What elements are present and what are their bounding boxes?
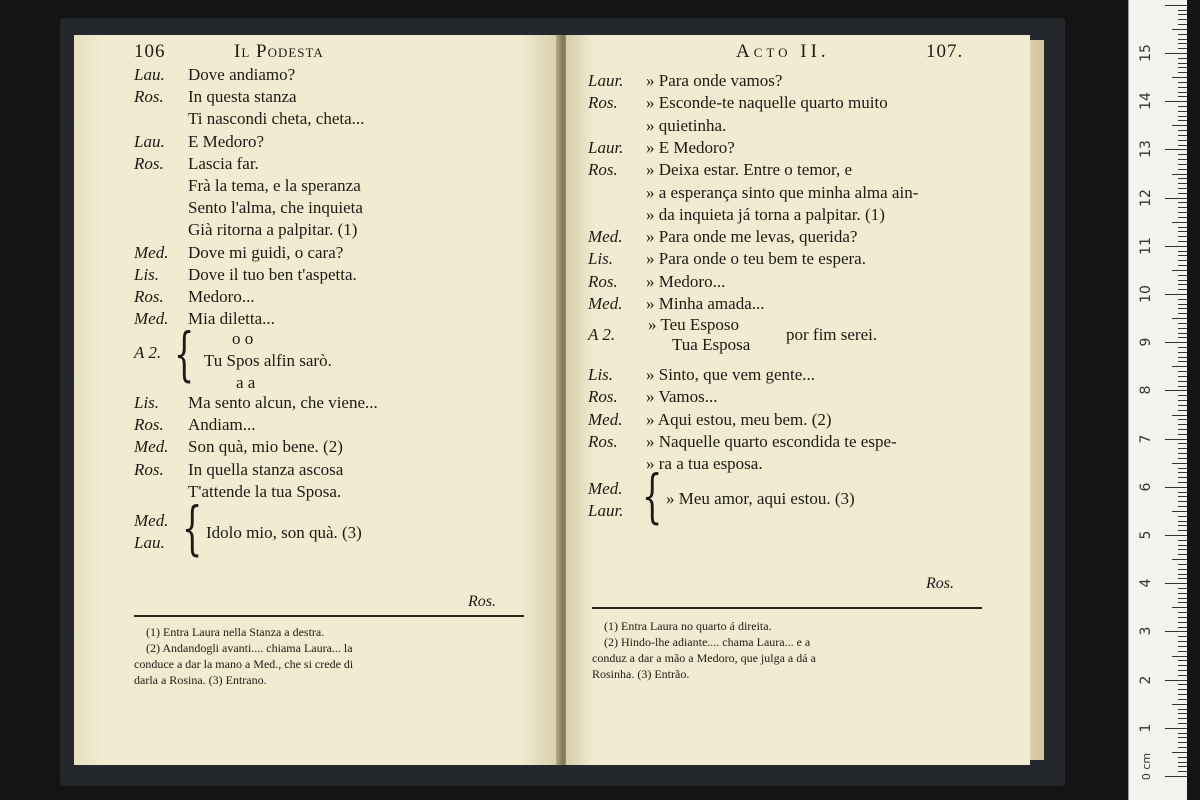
speaker-label: Lau.	[134, 131, 165, 151]
ruler-tick	[1178, 304, 1187, 305]
ruler-tick	[1178, 434, 1187, 435]
ruler-label: 6	[1138, 482, 1154, 492]
duet-top-line-right: » Teu Esposo	[648, 315, 740, 334]
ruler-tick	[1178, 178, 1187, 179]
ruler-tick	[1178, 227, 1187, 228]
footnote-line: (1) Entra Laura nella Stanza a destra.	[146, 625, 325, 639]
ruler-label: 2	[1138, 675, 1154, 685]
ruler-tick	[1178, 545, 1187, 546]
ruler-tick	[1172, 366, 1187, 367]
footnote-rule	[134, 615, 524, 617]
dialogue-line: Lascia far.	[188, 153, 259, 173]
ruler-tick	[1172, 559, 1187, 560]
ruler-tick	[1165, 246, 1187, 247]
ruler-tick	[1178, 255, 1187, 256]
ruler-tick	[1178, 699, 1187, 700]
final-brace: {	[182, 494, 203, 562]
speaker-label: Lau.	[134, 65, 165, 84]
left-page	[74, 35, 559, 765]
ruler-tick	[1178, 92, 1187, 93]
catchword-right: Ros.	[926, 575, 954, 592]
ruler-tick	[1178, 10, 1187, 11]
ruler-tick	[1178, 733, 1187, 734]
ruler-tick	[1178, 154, 1187, 155]
ruler-tick	[1178, 140, 1187, 141]
footnote-line: darla a Rosina. (3) Entrano.	[134, 673, 267, 687]
ruler-tick	[1178, 554, 1187, 555]
ruler-tick	[1178, 58, 1187, 59]
ruler-tick	[1178, 183, 1187, 184]
dialogue-line: » Sinto, que vem gente...	[646, 365, 816, 384]
ruler-tick	[1165, 390, 1187, 391]
dialogue-line: » Esconde-te naquelle quarto muito	[646, 93, 888, 113]
ruler-tick	[1178, 106, 1187, 107]
ruler-tick	[1178, 496, 1187, 497]
duet-speaker-right: A 2.	[588, 325, 616, 344]
ruler-tick	[1178, 636, 1187, 637]
dialogue-line: Andiam...	[188, 415, 256, 435]
ruler-tick	[1178, 723, 1187, 724]
page-number-left: 106	[134, 41, 166, 62]
ruler-tick	[1165, 487, 1187, 488]
measurement-ruler	[1128, 0, 1187, 800]
ruler-tick	[1178, 347, 1187, 348]
ruler-tick	[1178, 468, 1187, 469]
dialogue-line: » E Medoro?	[646, 137, 735, 157]
dialogue-line: » Aqui estou, meu bem. (2)	[646, 409, 832, 429]
ruler-tick	[1178, 120, 1187, 121]
final-speaker-1-right: Med.	[588, 479, 623, 498]
speaker-label: Ros.	[134, 415, 164, 435]
ruler-tick	[1165, 5, 1187, 6]
ruler-tick	[1178, 333, 1187, 334]
ruler-label: 8	[1138, 385, 1154, 395]
speaker-label: Med.	[134, 309, 169, 329]
speaker-label: Med.	[134, 437, 169, 457]
speaker-label: Lis.	[588, 249, 614, 269]
dialogue-line: E Medoro?	[188, 131, 265, 151]
ruler-tick	[1165, 294, 1187, 295]
speaker-label: Lis.	[134, 393, 160, 412]
dialogue-line: Son quà, mio bene. (2)	[188, 437, 343, 457]
ruler-tick	[1178, 386, 1187, 387]
ruler-tick	[1178, 308, 1187, 309]
ruler-tick	[1178, 67, 1187, 68]
footnote-rule-right	[592, 607, 982, 609]
footnote-line: (2) Andandogli avanti.... chiama Laura... la	[146, 641, 353, 655]
ruler-tick	[1178, 352, 1187, 353]
ruler-tick	[1165, 198, 1187, 199]
footnote-line: (2) Hindo-lhe adiante.... chama Laura... e a	[604, 635, 811, 649]
ruler-tick	[1178, 675, 1187, 676]
ruler-tick	[1178, 169, 1187, 170]
ruler-tick	[1178, 766, 1187, 767]
ruler-tick	[1178, 14, 1187, 15]
ruler-tick	[1178, 622, 1187, 623]
ruler-tick	[1178, 395, 1187, 396]
catchword-left: Ros.	[468, 593, 496, 610]
ruler-tick	[1178, 670, 1187, 671]
ruler-tick	[1178, 405, 1187, 406]
final-speaker-1: Med.	[134, 511, 169, 530]
duet-top-line: o o	[232, 329, 254, 348]
footnote-line: (1) Entra Laura no quarto á direita.	[604, 619, 772, 633]
speaker-label: Med.	[588, 294, 623, 313]
ruler-tick	[1165, 728, 1187, 729]
speaker-label: Med.	[588, 227, 623, 247]
ruler-tick	[1178, 212, 1187, 213]
speaker-label: Lis.	[588, 365, 614, 384]
speaker-label: Med.	[134, 242, 169, 262]
ruler-tick	[1178, 265, 1187, 266]
ruler-tick	[1178, 371, 1187, 372]
final-speaker-2: Lau.	[134, 533, 165, 552]
dialogue-line: » Naquelle quarto escondida te espe-	[646, 431, 897, 451]
speaker-label: Laur.	[588, 71, 624, 90]
final-line-right: » Meu amor, aqui estou. (3)	[666, 489, 855, 508]
ruler-tick	[1178, 424, 1187, 425]
speaker-label: Laur.	[588, 137, 624, 157]
ruler-tick	[1165, 680, 1187, 681]
ruler-tick	[1178, 525, 1187, 526]
ruler-tick	[1178, 87, 1187, 88]
ruler-tick	[1178, 771, 1187, 772]
speaker-label: Ros.	[134, 287, 164, 306]
dialogue-line: » Para onde me levas, querida?	[646, 227, 858, 247]
ruler-tick	[1172, 125, 1187, 126]
footnote-line: Rosinha. (3) Entrão.	[592, 667, 690, 681]
right-page	[566, 35, 1030, 765]
speaker-label: Ros.	[588, 271, 618, 291]
ruler-tick	[1178, 646, 1187, 647]
dialogue-line: Medoro...	[188, 287, 255, 306]
ruler-label: 15	[1138, 44, 1154, 62]
speaker-label: Med.	[588, 409, 623, 429]
ruler-tick	[1172, 174, 1187, 175]
ruler-tick	[1178, 516, 1187, 517]
ruler-tick	[1172, 656, 1187, 657]
dialogue-line: Sento l'alma, che inquieta	[188, 198, 363, 218]
ruler-tick	[1178, 569, 1187, 570]
speaker-label: Ros.	[588, 160, 618, 180]
ruler-tick	[1178, 381, 1187, 382]
ruler-label: 12	[1138, 188, 1154, 207]
ruler-tick	[1165, 631, 1187, 632]
dialogue-line: » quietinha.	[646, 115, 727, 135]
ruler-tick	[1178, 410, 1187, 411]
ruler-label: 1	[1138, 723, 1154, 733]
ruler-tick	[1178, 602, 1187, 603]
ruler-tick	[1178, 231, 1187, 232]
ruler-tick	[1172, 704, 1187, 705]
speaker-label: Ros.	[134, 459, 164, 479]
dialogue-line: In questa stanza	[188, 87, 297, 107]
ruler-tick	[1178, 337, 1187, 338]
ruler-tick	[1172, 463, 1187, 464]
ruler-tick	[1165, 439, 1187, 440]
ruler-tick	[1172, 77, 1187, 78]
speaker-label: Ros.	[134, 87, 164, 107]
speaker-label: Lis.	[134, 264, 160, 284]
ruler-tick	[1178, 24, 1187, 25]
ruler-tick	[1178, 684, 1187, 685]
ruler-tick	[1178, 549, 1187, 550]
ruler-tick	[1178, 241, 1187, 242]
dialogue-line: » Para onde vamos?	[646, 71, 783, 90]
dialogue-line: » da inquieta já torna a palpitar. (1)	[646, 204, 885, 224]
ruler-tick	[1178, 357, 1187, 358]
dialogue-line: » Medoro...	[646, 271, 726, 291]
ruler-tick	[1172, 415, 1187, 416]
ruler-tick	[1178, 627, 1187, 628]
duet-speaker: A 2.	[134, 343, 162, 362]
dialogue-line: » a esperança sinto que minha alma ain-	[646, 182, 919, 202]
ruler-tick	[1178, 34, 1187, 35]
ruler-tick	[1178, 530, 1187, 531]
ruler-tick	[1178, 376, 1187, 377]
ruler-tick	[1172, 270, 1187, 271]
ruler-tick	[1178, 564, 1187, 565]
ruler-tick	[1178, 313, 1187, 314]
ruler-tick	[1178, 492, 1187, 493]
ruler-tick	[1178, 19, 1187, 20]
ruler-tick	[1178, 506, 1187, 507]
ruler-label: 5	[1138, 530, 1154, 540]
dialogue-line: T'attende la tua Sposa.	[188, 481, 342, 501]
ruler-tick	[1178, 578, 1187, 579]
ruler-tick	[1165, 53, 1187, 54]
ruler-tick	[1178, 280, 1187, 281]
ruler-tick	[1172, 607, 1187, 608]
duet-brace: {	[174, 320, 195, 388]
ruler-tick	[1165, 149, 1187, 150]
ruler-tick	[1178, 284, 1187, 285]
dialogue-line: In quella stanza ascosa	[188, 459, 344, 479]
final-speaker-2-right: Laur.	[588, 501, 624, 520]
ruler-tick	[1178, 164, 1187, 165]
ruler-tick	[1178, 429, 1187, 430]
dialogue-line: Ma sento alcun, che viene...	[188, 393, 378, 412]
ruler-tick	[1178, 718, 1187, 719]
ruler-tick	[1178, 742, 1187, 743]
dialogue-line: Dove andiamo?	[188, 65, 296, 84]
ruler-tick	[1172, 29, 1187, 30]
ruler-tick	[1178, 477, 1187, 478]
ruler-tick	[1178, 39, 1187, 40]
ruler-label: 7	[1138, 434, 1154, 444]
dialogue-line: » ra a tua esposa.	[646, 454, 763, 474]
duet-bottom-line: a a	[236, 373, 256, 392]
ruler-label: 4	[1138, 578, 1154, 588]
dialogue-line: Dove mi guidi, o cara?	[188, 242, 344, 262]
duet-bottom-line-right: Tua Esposa	[672, 335, 751, 354]
ruler-tick	[1178, 251, 1187, 252]
ruler-label: 14	[1138, 92, 1154, 111]
ruler-tick	[1178, 72, 1187, 73]
ruler-tick	[1172, 222, 1187, 223]
ruler-tick	[1178, 747, 1187, 748]
page-number-right: 107.	[926, 41, 964, 62]
ruler-tick	[1178, 48, 1187, 49]
duet-line: Tu Spos alfin sarò.	[204, 351, 332, 370]
ruler-tick	[1178, 762, 1187, 763]
ruler-tick	[1165, 342, 1187, 343]
final-line: Idolo mio, son quà. (3)	[206, 523, 362, 542]
final-brace-right: {	[642, 462, 663, 530]
ruler-tick	[1178, 641, 1187, 642]
dialogue-line: Già ritorna a palpitar. (1)	[188, 220, 358, 240]
ruler-tick	[1178, 260, 1187, 261]
ruler-tick	[1178, 713, 1187, 714]
ruler-tick	[1178, 617, 1187, 618]
ruler-tick	[1178, 482, 1187, 483]
ruler-tick	[1178, 660, 1187, 661]
ruler-tick	[1178, 593, 1187, 594]
speaker-label: Ros.	[588, 431, 618, 451]
ruler-label: 13	[1138, 140, 1154, 159]
ruler-tick	[1178, 236, 1187, 237]
ruler-tick	[1172, 752, 1187, 753]
ruler-tick	[1178, 737, 1187, 738]
ruler-tick	[1178, 145, 1187, 146]
ruler-label: 9	[1138, 337, 1154, 347]
dialogue-line: Frà la tema, e la speranza	[188, 176, 361, 195]
ruler-tick	[1178, 651, 1187, 652]
ruler-tick	[1165, 101, 1187, 102]
dialogue-line: » Deixa estar. Entre o temor, e	[646, 160, 853, 180]
ruler-tick	[1178, 275, 1187, 276]
ruler-tick	[1178, 521, 1187, 522]
ruler-tick	[1172, 511, 1187, 512]
ruler-tick	[1165, 776, 1187, 777]
speaker-label: Ros.	[588, 387, 618, 407]
ruler-tick	[1178, 361, 1187, 362]
ruler-tick	[1178, 612, 1187, 613]
speaker-label: Ros.	[134, 153, 164, 173]
running-head-left: Il Podesta	[234, 41, 324, 62]
ruler-unit: 0 cm	[1140, 752, 1154, 781]
ruler-tick	[1178, 193, 1187, 194]
dialogue-line: Mia diletta...	[188, 309, 275, 329]
ruler-tick	[1178, 598, 1187, 599]
duet-line-right: por fim serei.	[786, 325, 878, 344]
ruler-tick	[1178, 588, 1187, 589]
ruler-label: 11	[1138, 236, 1154, 255]
footnote-line: conduz a dar a mão a Medoro, que julga a dá a	[592, 651, 816, 665]
ruler-tick	[1178, 689, 1187, 690]
ruler-tick	[1178, 328, 1187, 329]
ruler-tick	[1178, 188, 1187, 189]
footnote-line: conduce a dar la mano a Med., che si crede di	[134, 657, 354, 671]
ruler-tick	[1178, 202, 1187, 203]
ruler-tick	[1178, 757, 1187, 758]
ruler-tick	[1178, 289, 1187, 290]
dialogue-line: » Vamos...	[646, 387, 718, 407]
ruler-tick	[1178, 82, 1187, 83]
ruler-label: 3	[1138, 626, 1154, 636]
ruler-tick	[1178, 694, 1187, 695]
ruler-tick	[1178, 453, 1187, 454]
ruler-tick	[1178, 419, 1187, 420]
ruler-tick	[1165, 535, 1187, 536]
ruler-tick	[1178, 299, 1187, 300]
ruler-tick	[1178, 540, 1187, 541]
ruler-tick	[1178, 501, 1187, 502]
ruler-tick	[1178, 448, 1187, 449]
ruler-tick	[1178, 400, 1187, 401]
ruler-tick	[1178, 217, 1187, 218]
ruler-tick	[1178, 96, 1187, 97]
dialogue-line: Ti nascondi cheta, cheta...	[188, 109, 365, 129]
ruler-tick	[1178, 111, 1187, 112]
ruler-tick	[1165, 583, 1187, 584]
ruler-tick	[1178, 458, 1187, 459]
ruler-tick	[1178, 135, 1187, 136]
ruler-tick	[1178, 472, 1187, 473]
ruler-tick	[1178, 159, 1187, 160]
ruler-tick	[1178, 43, 1187, 44]
dialogue-line: Dove il tuo ben t'aspetta.	[188, 264, 357, 284]
ruler-tick	[1178, 709, 1187, 710]
dialogue-line: » Para onde o teu bem te espera.	[646, 249, 866, 269]
ruler-tick	[1178, 116, 1187, 117]
ruler-tick	[1178, 574, 1187, 575]
ruler-tick	[1178, 323, 1187, 324]
ruler-tick	[1178, 207, 1187, 208]
ruler-label: 10	[1138, 285, 1154, 303]
ruler-tick	[1172, 318, 1187, 319]
ruler-tick	[1178, 443, 1187, 444]
speaker-label: Ros.	[588, 93, 618, 113]
dialogue-line: » Minha amada...	[646, 294, 765, 313]
ruler-tick	[1178, 63, 1187, 64]
running-head-right: Acto II.	[736, 41, 830, 62]
ruler-tick	[1178, 130, 1187, 131]
ruler-tick	[1178, 665, 1187, 666]
